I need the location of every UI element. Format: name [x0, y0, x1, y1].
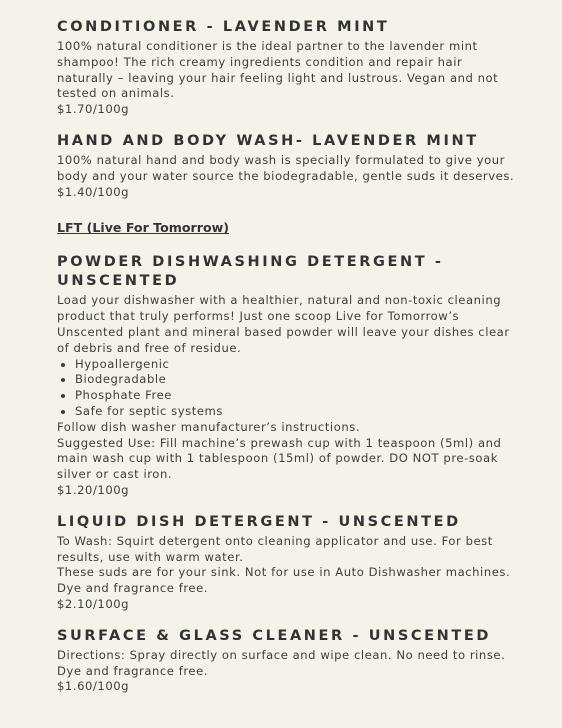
note-text: These suds are for your sink. Not for use in Auto Dishwasher machines. Dye and fragrance free.: [57, 565, 511, 596]
product-price: $1.40/100g: [57, 184, 130, 199]
product-price: $1.70/100g: [57, 102, 130, 117]
to-wash-text: To Wash: Squirt detergent onto cleaning applicator and use. For best results, use with warm water.: [57, 533, 493, 564]
product-title: HAND AND BODY WASH- LAVENDER MINT: [57, 132, 479, 149]
feature-list: [57, 357, 522, 420]
product-liquid-dish: [57, 513, 522, 613]
brand-heading: LFT (Live For Tomorrow): [57, 220, 229, 236]
product-title: POWDER DISHWASHING DETERGENT - UNSCENTED: [57, 254, 444, 290]
list-item: • Biodegradable: [75, 372, 522, 388]
product-title: SURFACE & GLASS CLEANER - UNSCENTED: [57, 627, 491, 644]
product-price: $2.10/100g: [57, 596, 130, 611]
instructions-text: Follow dish washer manufacturer’s instructions.: [57, 419, 361, 434]
product-title: LIQUID DISH DETERGENT - UNSCENTED: [57, 513, 461, 530]
suggested-use-text: Suggested Use: Fill machine’s prewash cup with 1 teaspoon (5ml) and main wash cup with 1 tablespoon (15ml) of powder. DO NOT pre-soak silver or cast iron.: [57, 435, 502, 482]
product-title: CONDITIONER - LAVENDER MINT: [57, 19, 390, 35]
product-description: Load your dishwasher with a healthier, natural and non-toxic cleaning product that truly performs! Just one scoop Live for Tomorrow’s Unscented plant and mineral based powder will leave your dishes clear of debris and free of residue.: [57, 293, 510, 355]
list-item: • Hypoallergenic: [75, 357, 522, 373]
product-description: 100% natural conditioner is the ideal partner to the lavender mint shampoo! The rich creamy ingredients condition and repair hair naturally – leaving your hair feeling light and lustrous. Vegan and not tested on animals.: [57, 39, 499, 101]
directions-text: Directions: Spray directly on surface and wipe clean. No need to rinse. Dye and fragrance free.: [57, 647, 506, 678]
product-hand-body-wash: [57, 132, 522, 200]
list-item: • Phosphate Free: [75, 388, 522, 404]
product-price: $1.60/100g: [57, 679, 130, 694]
list-item: • Safe for septic systems: [75, 404, 522, 420]
product-surface-cleaner: [57, 627, 522, 695]
product-description: 100% natural hand and body wash is specially formulated to give your body and your water source the biodegradable, gentle suds it deserves.: [57, 152, 515, 183]
product-dish-powder: [57, 253, 522, 498]
product-conditioner: [57, 18, 522, 118]
product-price: $1.20/100g: [57, 482, 130, 497]
